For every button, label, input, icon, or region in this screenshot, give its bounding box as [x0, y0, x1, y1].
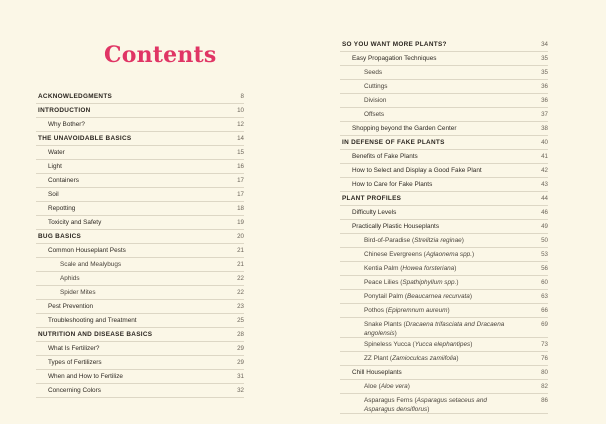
toc-entry-label — [48, 384, 101, 397]
toc-entry[interactable] — [36, 90, 244, 104]
toc-entry-page-number: 12 — [237, 121, 244, 128]
toc-entry[interactable] — [340, 164, 548, 178]
toc-entry-title: Pothos — [364, 307, 384, 314]
toc-entry[interactable] — [36, 104, 244, 118]
toc-entry-title: Shopping beyond the Garden Center — [352, 125, 457, 132]
toc-entry-title: ZZ Plant — [364, 355, 389, 362]
toc-entry-page-number: 56 — [541, 265, 548, 272]
toc-entry-page-number: 66 — [541, 307, 548, 314]
toc-entry-page-number: 42 — [541, 167, 548, 174]
toc-entry-title: Scale and Mealybugs — [60, 261, 122, 268]
toc-entry-page-number: 43 — [541, 181, 548, 188]
toc-entry-page-number: 25 — [237, 317, 244, 324]
toc-entry[interactable] — [340, 80, 548, 94]
toc-entry-botanical-name: Strelitzia reginae — [414, 237, 462, 244]
toc-entry-page-number: 22 — [237, 289, 244, 296]
toc-entry-label — [38, 132, 131, 145]
toc-entry-label: Snake Plants (Dracaena trifasciata and Dracaena angolensis) — [364, 321, 505, 337]
toc-entry-page-number: 41 — [541, 153, 548, 160]
toc-entry-page-number: 18 — [237, 205, 244, 212]
toc-entry-title: How to Select and Display a Good Fake Plant — [352, 167, 482, 174]
toc-entry-label: Ponytail Palm (Beaucarnea recurvata) — [364, 293, 473, 300]
toc-entry[interactable] — [340, 38, 548, 52]
toc-entry-page-number: 22 — [237, 275, 244, 282]
toc-entry-botanical-name: Aglaonema spp. — [425, 251, 472, 258]
toc-entry-page-number: 20 — [237, 233, 244, 240]
toc-entry[interactable] — [340, 192, 548, 206]
toc-entry-title: SO YOU WANT MORE PLANTS? — [342, 41, 447, 48]
toc-entry[interactable] — [340, 338, 548, 352]
toc-entry-botanical-name: Epipremnum aureum — [387, 307, 448, 314]
toc-entry-label — [342, 136, 445, 149]
toc-entry[interactable] — [36, 118, 244, 132]
toc-entry-page-number: 35 — [541, 55, 548, 62]
toc-entry-page-number: 23 — [237, 303, 244, 310]
toc-entry-label — [38, 230, 81, 243]
toc-entry[interactable] — [340, 220, 548, 234]
toc-entry-title: Seeds — [364, 69, 383, 76]
toc-entry-label: Chinese Evergreens (Aglaonema spp.) — [364, 251, 475, 258]
toc-entry-botanical-name: Yucca elephantipes — [414, 341, 471, 348]
toc-entry[interactable] — [36, 384, 244, 398]
toc-entry[interactable] — [340, 248, 548, 262]
toc-entry[interactable] — [36, 188, 244, 202]
toc-entry-title: Water — [48, 149, 65, 156]
toc-entry-title: INTRODUCTION — [38, 107, 91, 114]
toc-entry-title: Snake Plants — [364, 321, 402, 328]
toc-entry-page-number: 19 — [237, 219, 244, 226]
toc-entry-page-number: 86 — [541, 397, 548, 404]
toc-entry-title: Pest Prevention — [48, 303, 94, 310]
toc-entry-label: Kentia Palm (Howea forsteriana) — [364, 265, 457, 272]
toc-entry-label — [48, 202, 75, 215]
toc-entry-title: Practically Plastic Houseplants — [352, 223, 440, 230]
toc-entry-label — [48, 188, 59, 201]
toc-entry-label: Peace Lilies (Spathiphyllum spp.) — [364, 279, 459, 286]
toc-entry-page-number: 53 — [541, 251, 548, 258]
toc-entry-label — [48, 160, 62, 173]
toc-entry-title: ACKNOWLEDGMENTS — [38, 93, 113, 100]
toc-entry-page-number: 31 — [237, 373, 244, 380]
toc-entry-botanical-name: Aloe vera — [380, 383, 408, 390]
toc-entry-title: Division — [364, 97, 387, 104]
toc-entry-title: Easy Propagation Techniques — [352, 55, 437, 62]
toc-entry-label: Bird-of-Paradise (Strelitzia reginae) — [364, 237, 464, 244]
toc-entry-label — [48, 118, 85, 131]
toc-entry[interactable] — [340, 108, 548, 122]
toc-entry-page-number: 14 — [237, 135, 244, 142]
toc-entry-title: Peace Lilies — [364, 279, 399, 286]
toc-entry-page-number: 82 — [541, 383, 548, 390]
toc-entry[interactable] — [36, 328, 244, 342]
toc-entry-title: Difficulty Levels — [352, 209, 397, 216]
toc-entry-title: BUG BASICS — [38, 233, 82, 240]
toc-entry-label — [48, 300, 93, 313]
toc-entry-label — [48, 174, 79, 187]
toc-entry-label — [364, 80, 387, 93]
toc-entry-page-number: 73 — [541, 341, 548, 348]
toc-entry[interactable] — [36, 216, 244, 230]
toc-entry[interactable] — [340, 304, 548, 318]
toc-entry-title: Troubleshooting and Treatment — [48, 317, 137, 324]
toc-entry-label — [38, 90, 112, 103]
toc-entry-title: Concerning Colors — [48, 387, 101, 394]
toc-entry-label — [352, 52, 436, 65]
toc-entry-page-number: 10 — [237, 107, 244, 114]
toc-entry-label — [60, 258, 121, 271]
toc-entry-title: What Is Fertilizer? — [48, 345, 100, 352]
toc-entry-botanical-name: Dracaena trifasciata and Dracaena angolensis — [364, 321, 505, 337]
toc-entry[interactable] — [36, 342, 244, 356]
toc-entry-page-number: 16 — [237, 163, 244, 170]
toc-entry-label: ZZ Plant (Zamioculcas zamiifolia) — [364, 355, 459, 362]
toc-entry[interactable] — [340, 94, 548, 108]
toc-entry[interactable] — [340, 122, 548, 136]
toc-entry-botanical-name: Beaucarnea recurvata — [406, 293, 470, 300]
toc-entry[interactable] — [340, 52, 548, 66]
toc-entry[interactable] — [340, 66, 548, 80]
toc-entry-page-number: 8 — [240, 93, 244, 100]
toc-entry[interactable] — [36, 370, 244, 384]
toc-entry-title: Asparagus Ferns — [364, 397, 413, 404]
toc-entry-title: PLANT PROFILES — [342, 195, 402, 202]
toc-entry-page-number: 46 — [541, 209, 548, 216]
toc-entry-page-number: 34 — [541, 41, 548, 48]
toc-entry-label — [352, 150, 418, 163]
toc-entry-page-number: 17 — [237, 177, 244, 184]
toc-entry-title: Common Houseplant Pests — [48, 247, 126, 254]
toc-entry-title: Repotting — [48, 205, 76, 212]
toc-entry-page-number: 35 — [541, 69, 548, 76]
toc-entry-page-number: 44 — [541, 195, 548, 202]
toc-entry-page-number: 37 — [541, 111, 548, 118]
toc-entry[interactable] — [340, 380, 548, 394]
toc-entry-title: Light — [48, 163, 62, 170]
toc-entry[interactable] — [36, 258, 244, 272]
toc-entry-page-number: 21 — [237, 247, 244, 254]
toc-entry-page-number: 36 — [541, 97, 548, 104]
toc-entry[interactable] — [340, 290, 548, 304]
toc-entry[interactable] — [340, 206, 548, 220]
toc-entry-page-number: 49 — [541, 223, 548, 230]
toc-entry-title: How to Care for Fake Plants — [352, 181, 433, 188]
toc-entry[interactable] — [36, 314, 244, 328]
toc-entry-page-number: 36 — [541, 83, 548, 90]
toc-entry[interactable] — [36, 244, 244, 258]
toc-entry[interactable] — [36, 230, 244, 244]
toc-entry[interactable] — [340, 262, 548, 276]
toc-entry-page-number: 32 — [237, 387, 244, 394]
toc-entry-title: NUTRITION AND DISEASE BASICS — [38, 331, 153, 338]
toc-entry-label — [352, 178, 432, 191]
toc-entry[interactable] — [340, 394, 548, 414]
toc-entry-title: Spider Mites — [60, 289, 96, 296]
toc-entry-botanical-name: Asparagus setaceus and Asparagus densiflorus — [364, 397, 487, 413]
toc-entry[interactable] — [340, 276, 548, 290]
toc-entry[interactable] — [340, 352, 548, 366]
toc-entry-label — [352, 220, 439, 233]
toc-entry-botanical-name: Spathiphyllum spp. — [402, 279, 457, 286]
toc-entry-label — [48, 216, 101, 229]
toc-entry[interactable] — [340, 136, 548, 150]
toc-entry-label — [342, 192, 401, 205]
toc-entry-label — [342, 38, 447, 51]
toc-entry-label — [352, 164, 482, 177]
toc-entry-label — [364, 94, 386, 107]
toc-entry-title: Aloe — [364, 383, 377, 390]
toc-entry-page-number: 40 — [541, 139, 548, 146]
toc-entry-label — [364, 66, 382, 79]
toc-entry-title: Spineless Yucca — [364, 341, 411, 348]
toc-entry[interactable] — [36, 286, 244, 300]
toc-entry-label — [60, 286, 96, 299]
toc-entry-title: When and How to Fertilize — [48, 373, 123, 380]
toc-entry-label — [48, 342, 100, 355]
toc-entry-label — [38, 104, 91, 117]
toc-entry-title: Soil — [48, 191, 59, 198]
toc-entry-page-number: 80 — [541, 369, 548, 376]
toc-entry[interactable] — [36, 132, 244, 146]
toc-entry[interactable] — [340, 178, 548, 192]
toc-entry-title: Cuttings — [364, 83, 388, 90]
toc-left-column — [36, 90, 244, 398]
toc-entry-title: Types of Fertilizers — [48, 359, 102, 366]
toc-entry-label: Pothos (Epipremnum aureum) — [364, 307, 450, 314]
toc-entry-label — [48, 370, 123, 383]
toc-entry-label: Asparagus Ferns (Asparagus setaceus and Asparagus densiflorus) — [364, 397, 487, 413]
toc-entry-title: Offsets — [364, 111, 385, 118]
toc-entry[interactable] — [36, 300, 244, 314]
toc-entry[interactable] — [36, 202, 244, 216]
toc-entry-page-number: 63 — [541, 293, 548, 300]
toc-entry-title: Containers — [48, 177, 79, 184]
toc-entry[interactable] — [340, 318, 548, 338]
toc-entry-title: Aphids — [60, 275, 80, 282]
toc-entry-page-number: 21 — [237, 261, 244, 268]
page-title: Contents — [104, 42, 217, 68]
toc-entry-page-number: 29 — [237, 345, 244, 352]
toc-entry-title: Why Bother? — [48, 121, 85, 128]
toc-entry[interactable] — [36, 160, 244, 174]
toc-entry-page-number: 28 — [237, 331, 244, 338]
toc-entry-label — [60, 272, 80, 285]
toc-entry-title: Kentia Palm — [364, 265, 399, 272]
toc-entry[interactable] — [340, 150, 548, 164]
toc-entry-botanical-name: Howea forsteriana — [402, 265, 455, 272]
toc-entry-title: Chill Houseplants — [352, 369, 402, 376]
toc-entry-label — [364, 108, 384, 121]
toc-entry-page-number: 38 — [541, 125, 548, 132]
toc-right-column — [340, 38, 548, 414]
toc-entry-page-number: 69 — [541, 321, 548, 328]
toc-entry-title: Bird-of-Paradise — [364, 237, 411, 244]
toc-entry-title: Toxicity and Safety — [48, 219, 102, 226]
toc-entry-label — [352, 122, 456, 135]
toc-entry-page-number: 29 — [237, 359, 244, 366]
toc-entry[interactable] — [36, 356, 244, 370]
toc-entry-label — [38, 328, 152, 341]
toc-entry-label — [352, 366, 402, 379]
toc-entry-page-number: 50 — [541, 237, 548, 244]
toc-entry[interactable] — [36, 272, 244, 286]
toc-entry-label — [48, 314, 137, 327]
toc-entry-label — [48, 146, 65, 159]
toc-entry-title: Ponytail Palm — [364, 293, 404, 300]
toc-entry-label: Spineless Yucca (Yucca elephantipes) — [364, 341, 473, 348]
toc-entry-page-number: 17 — [237, 191, 244, 198]
toc-entry-title: Chinese Evergreens — [364, 251, 422, 258]
toc-entry-label — [48, 356, 102, 369]
toc-entry-title: Benefits of Fake Plants — [352, 153, 418, 160]
toc-entry[interactable] — [36, 146, 244, 160]
toc-entry-label — [352, 206, 396, 219]
toc-entry-label: Aloe (Aloe vera) — [364, 383, 410, 390]
toc-entry-botanical-name: Zamioculcas zamiifolia — [392, 355, 457, 362]
toc-entry[interactable] — [340, 234, 548, 248]
toc-entry[interactable] — [340, 366, 548, 380]
toc-entry-page-number: 15 — [237, 149, 244, 156]
toc-entry-page-number: 76 — [541, 355, 548, 362]
toc-entry-label — [48, 244, 126, 257]
toc-entry[interactable] — [36, 174, 244, 188]
toc-entry-page-number: 60 — [541, 279, 548, 286]
toc-entry-title: IN DEFENSE OF FAKE PLANTS — [342, 139, 445, 146]
toc-entry-title: THE UNAVOIDABLE BASICS — [38, 135, 132, 142]
